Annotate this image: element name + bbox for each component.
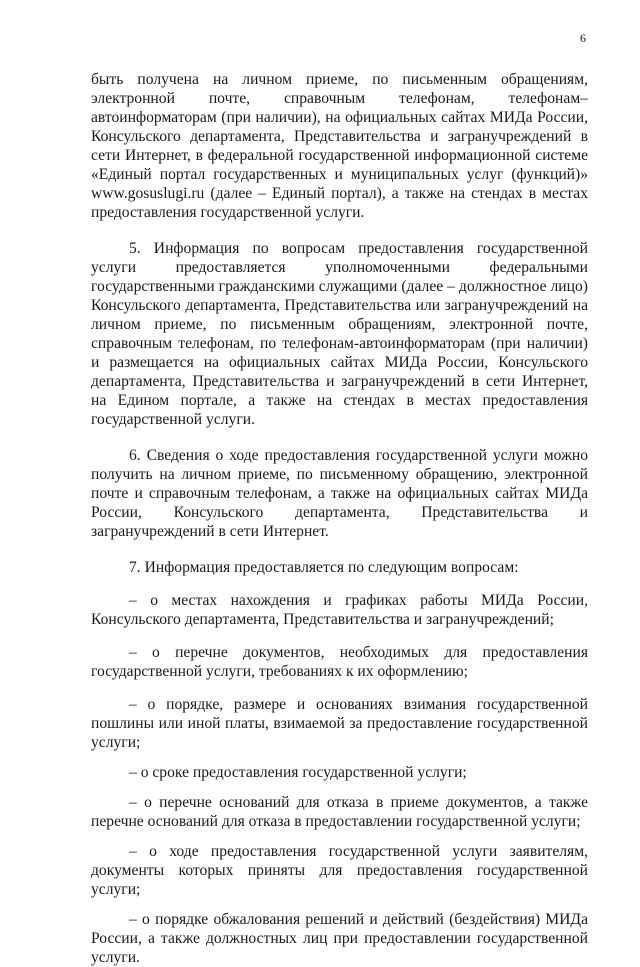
document-body [91, 70, 588, 967]
list-item: – о перечне оснований для отказа в приеме документов, а также перечне оснований для отказа в предоставлении государственной услуги; [91, 794, 588, 830]
paragraph-item-6: 6. Сведения о ходе предоставления государственной услуги можно получить на личном приеме, по письменному обращению, электронной почте и справочным телефонам, а также на официальных сайтах МИДа России, Консульского департамента, Представительства и загранучреждений в сети Интернет. [91, 447, 588, 540]
list-item: – о порядке обжалования решений и действий (бездействия) МИДа России, а также должностных лиц при предоставлении государственной услуги. [91, 911, 588, 966]
list-item: – о местах нахождения и графиках работы МИДа России, Консульского департамента, Представительства и загранучреждений; [91, 592, 588, 628]
list-item: – о сроке предоставления государственной услуги; [129, 764, 467, 781]
page-number: 6 [580, 31, 586, 45]
paragraph-item-7: 7. Информация предоставляется по следующим вопросам: [129, 559, 519, 576]
list-item: – о ходе предоставления государственной услуги заявителям, документы которых приняты для предоставления государственной услуги; [91, 843, 588, 898]
list-item: – о перечне документов, необходимых для предоставления государственной услуги, требованиях к их оформлению; [91, 644, 588, 680]
paragraph-continuation: быть получена на личном приеме, по письменным обращениям, электронной почте, справочным телефонам, телефонам–автоинформаторам (при наличии), на официальных сайтах МИДа России, Консульского департамента, Представительства и загранучреждений в сети Интернет, в федеральной государственной информационной системе «Единый портал государственных и муниципальных услуг (функций)» www.gosuslugi.ru (далее – Единый портал), а также на стендах в местах предоставления государственной услуги. [91, 71, 588, 221]
paragraph-item-5: 5. Информация по вопросам предоставления государственной услуги предоставляется уполномоченными федеральными государственными гражданскими служащими (далее – должностное лицо) Консульского департамента, Представительства или загранучреждений на личном приеме, по письменным обращениям, электронной почте, справочным телефонам, по телефонам-автоинформаторам (при наличии) и размещается на официальных сайтах МИДа России, Консульского департамента, Представительства и загранучреждений в сети Интернет, на Едином портале, а также на стендах в местах предоставления государственной услуги. [91, 240, 588, 428]
list-item: – о порядке, размере и основаниях взимания государственной пошлины или иной платы, взимаемой за предоставление государственной услуги; [91, 696, 588, 751]
